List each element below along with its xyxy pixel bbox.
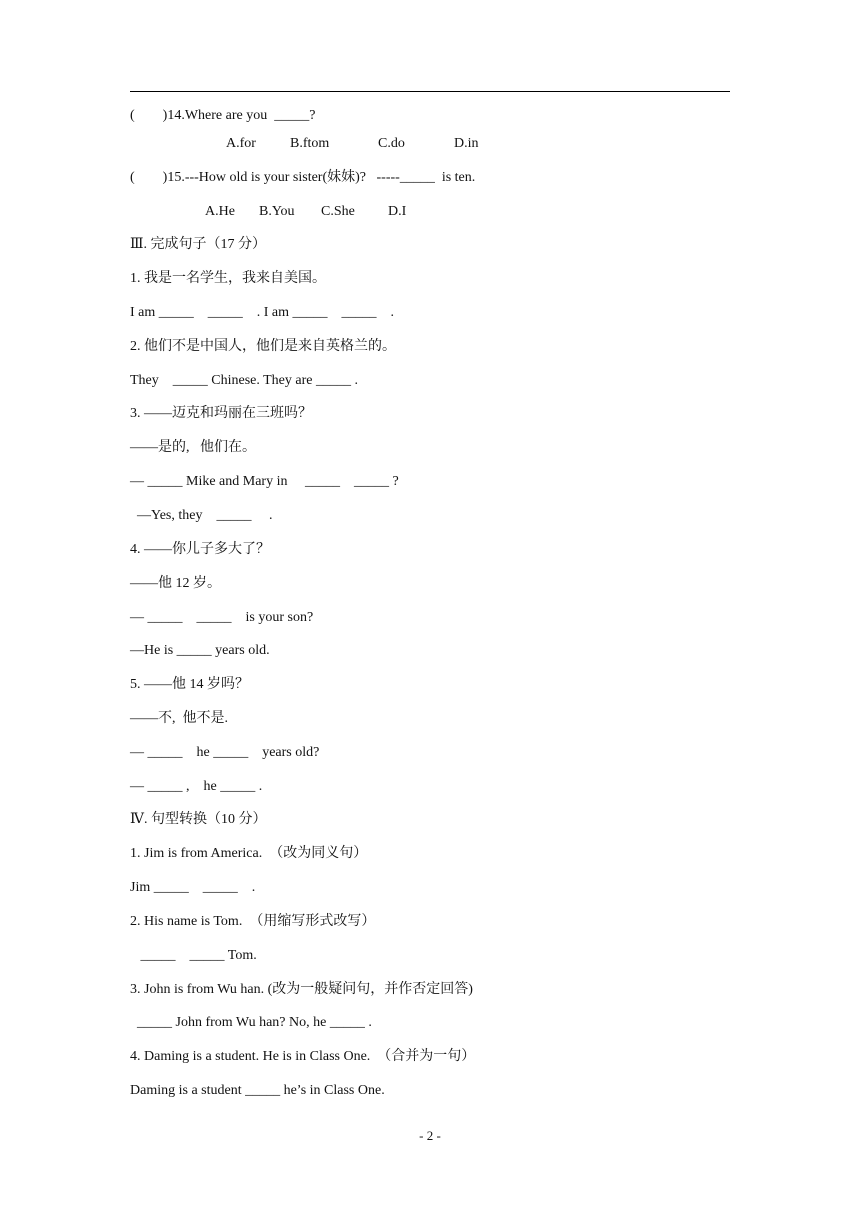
s3-line: 1. 我是一名学生，我来自美国。 bbox=[130, 271, 326, 286]
s3-line: —He is _____ years old. bbox=[130, 643, 270, 658]
s4-line: 2. His name is Tom. （用缩写形式改写） bbox=[130, 914, 376, 929]
s3-line: ——不, 他不是. bbox=[130, 711, 228, 726]
s4-line: 4. Daming is a student. He is in Class One. （合并为一句） bbox=[130, 1049, 476, 1064]
s4-line: Jim _____ _____ . bbox=[130, 880, 256, 895]
s3-line: — _____ _____ is your son? bbox=[130, 610, 314, 625]
s3-line: — _____ Mike and Mary in _____ _____ ? bbox=[130, 474, 399, 489]
section-4-heading: Ⅳ. 句型转换（10 分） bbox=[130, 812, 267, 827]
q15-option-c: C.She bbox=[321, 204, 355, 219]
s3-line: 5. ——他 14 岁吗？ bbox=[130, 677, 249, 692]
q14-option-b: B.ftom bbox=[290, 136, 330, 151]
header-rule bbox=[130, 91, 730, 92]
s4-line: 3. John is from Wu han. (改为一般疑问句，并作否定回答) bbox=[130, 982, 473, 997]
q14-option-a: A.for bbox=[226, 136, 256, 151]
s3-line: 4. ——你儿子多大了？ bbox=[130, 542, 270, 557]
question-15: ( )15.---How old is your sister(妹妹)? -----_____ is ten. bbox=[130, 170, 476, 185]
s3-line: 2. 他们不是中国人，他们是来自英格兰的。 bbox=[130, 339, 396, 354]
s3-line: — _____ , he _____ . bbox=[130, 779, 263, 794]
s3-line: ——他 12 岁。 bbox=[130, 576, 221, 591]
s3-line: 3. ——迈克和玛丽在三班吗？ bbox=[130, 406, 312, 421]
s3-line: I am _____ _____ . I am _____ _____ . bbox=[130, 305, 395, 320]
q14-option-d: D.in bbox=[454, 136, 479, 151]
s3-line: — _____ he _____ years old? bbox=[130, 745, 320, 760]
q15-option-d: D.I bbox=[388, 204, 407, 219]
s3-line: They _____ Chinese. They are _____ . bbox=[130, 373, 358, 388]
s4-line: 1. Jim is from America. （改为同义句） bbox=[130, 846, 368, 861]
section-3-heading: Ⅲ. 完成句子（17 分） bbox=[130, 237, 267, 252]
q15-option-a: A.He bbox=[205, 204, 235, 219]
s3-line: —Yes, they _____ . bbox=[130, 508, 273, 523]
s4-line: Daming is a student _____ he’s in Class One. bbox=[130, 1083, 385, 1098]
s4-line: _____ John from Wu han? No, he _____ . bbox=[130, 1015, 372, 1030]
s3-line: ——是的, 他们在。 bbox=[130, 440, 256, 455]
question-14: ( )14.Where are you _____? bbox=[130, 108, 316, 123]
page-number: - 2 - bbox=[419, 1128, 441, 1143]
s4-line: _____ _____ Tom. bbox=[130, 948, 257, 963]
q15-option-b: B.You bbox=[259, 204, 295, 219]
q14-option-c: C.do bbox=[378, 136, 405, 151]
